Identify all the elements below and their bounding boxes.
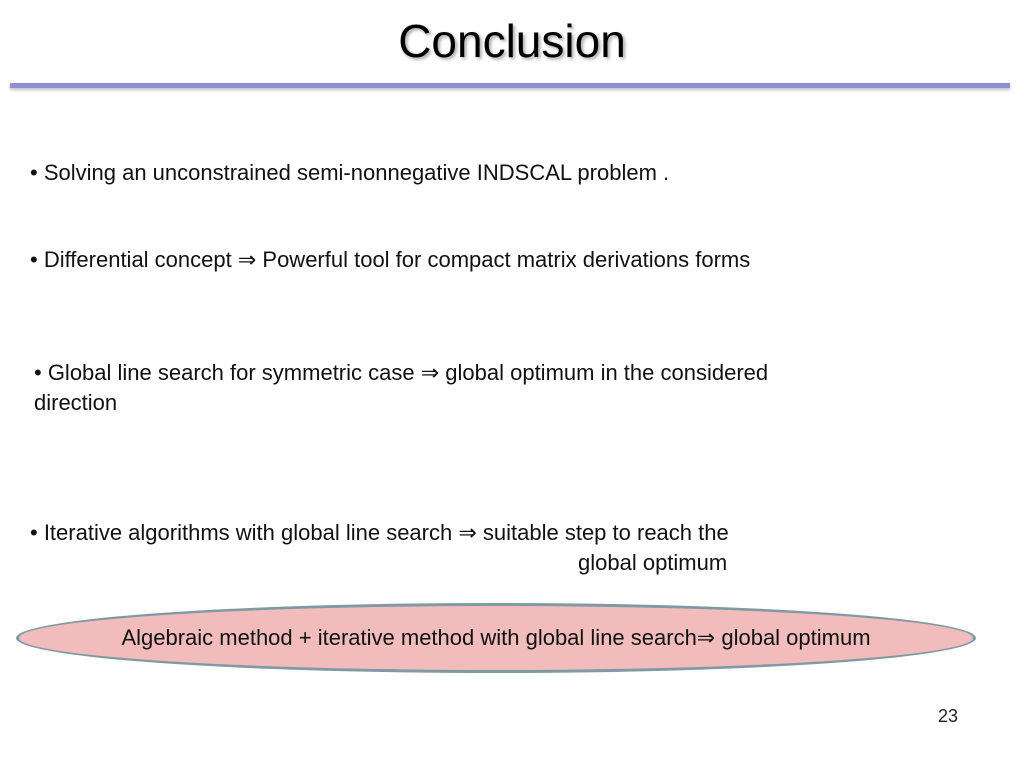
slide-title: Conclusion bbox=[398, 15, 626, 67]
bullet-3-line-1: • Global line search for symmetric case ⇒ global optimum in the considered bbox=[34, 360, 769, 385]
title-divider bbox=[10, 83, 1010, 88]
bullet-1 bbox=[30, 158, 669, 188]
bullet-2-text: • Differential concept ⇒ Powerful tool for compact matrix derivations forms bbox=[30, 247, 751, 272]
bullet-4-line-1: • Iterative algorithms with global line search ⇒ suitable step to reach the bbox=[30, 520, 729, 545]
bullet-3 bbox=[34, 358, 768, 418]
page-number: 23 bbox=[938, 706, 959, 726]
bullet-4 bbox=[30, 518, 729, 578]
bullet-3-line-2: direction bbox=[34, 390, 118, 415]
highlight-text: Algebraic method + iterative method with global line search⇒ global optimum bbox=[121, 625, 871, 650]
bullet-2 bbox=[30, 245, 750, 275]
bullet-1-text: • Solving an unconstrained semi-nonnegative INDSCAL problem . bbox=[30, 160, 670, 185]
bullet-4-line-2: global optimum bbox=[578, 550, 728, 575]
